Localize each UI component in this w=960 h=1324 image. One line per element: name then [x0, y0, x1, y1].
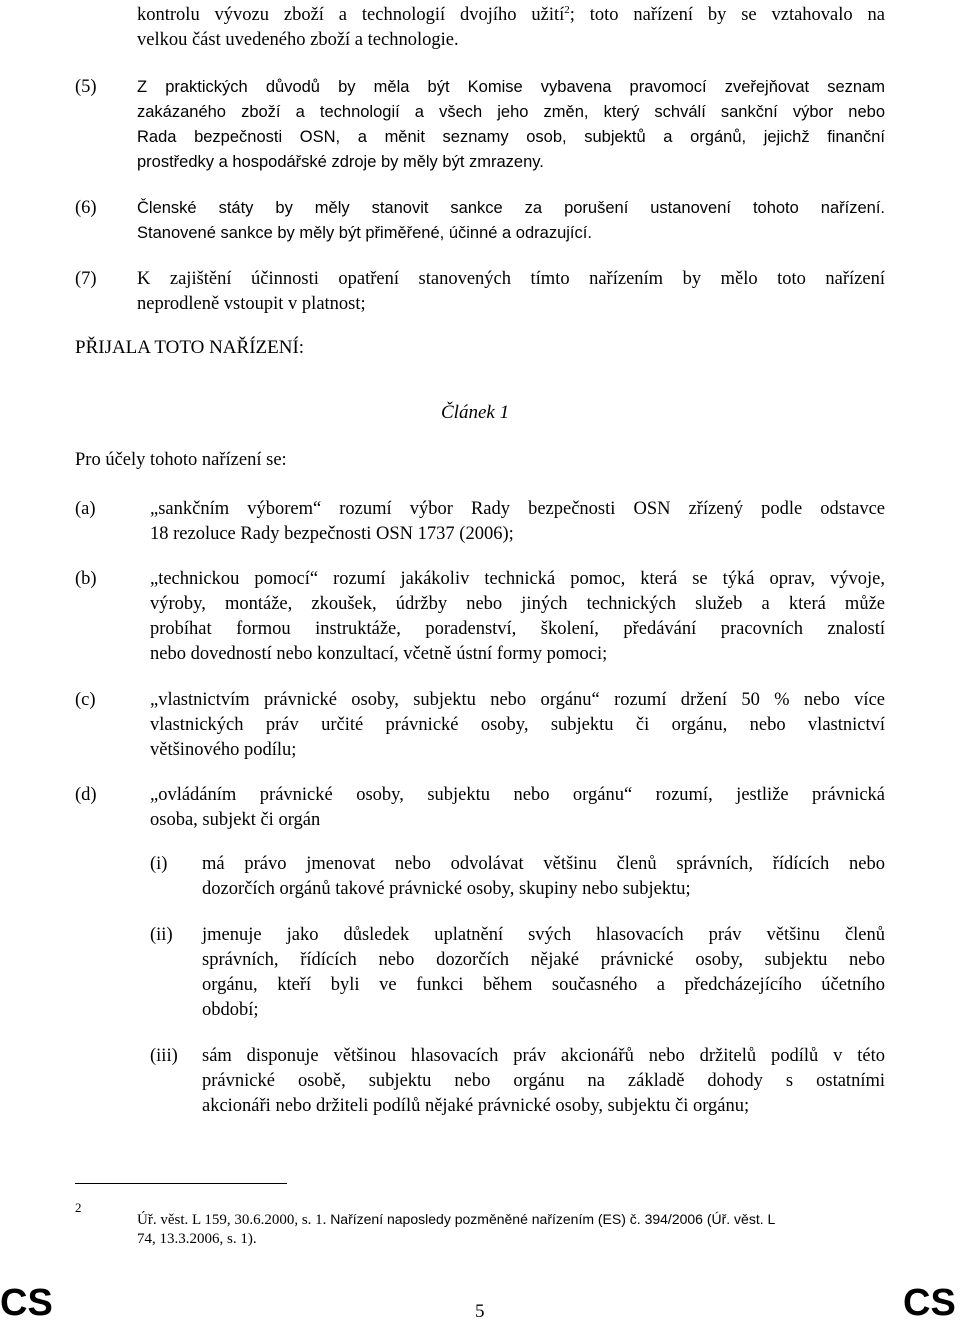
intro-text: Pro účely tohoto nařízení se: [75, 450, 287, 470]
footer-language-right: CS [903, 1282, 956, 1324]
definition-line: nebo dovedností nebo konzultací, včetně ústní formy pomoci; [150, 644, 608, 664]
definition-line: probíhat formou instruktáže, poradenství, školení, předávání pracovních znalostí [150, 619, 885, 639]
subitem-line: má právo jmenovat nebo odvolávat většinu členů správních, řídících nebo [202, 854, 885, 874]
footnote-separator [75, 1183, 287, 1184]
article-title: Článek 1 [441, 402, 510, 423]
definition-line: většinového podílu; [150, 740, 297, 760]
footnote-amendment: Nařízení naposledy pozměněné nařízením (ES) č. 394/2006 (Úř. věst. L [330, 1211, 776, 1227]
recital-line: Z praktických důvodů by měla být Komise vybavena pravomocí zveřejňovat seznam [137, 78, 885, 96]
recital-line: Stanovené sankce by měly být přiměřené, účinné a odrazující. [137, 224, 592, 242]
subitem-line: právnické osobě, subjektu nebo orgánu na základě dohody s ostatními [202, 1071, 885, 1091]
continuation-text-end: ; toto nařízení by se vztahovalo na [569, 5, 885, 25]
definition-line: vlastnických práv určité právnické osoby, subjektu či orgánu, nebo vlastnictví [150, 715, 885, 735]
recital-number: (6) [75, 198, 97, 218]
subitem-line: akcionáři nebo držiteli podílů nějaké právnické osoby, subjektu či orgánu; [202, 1096, 750, 1116]
footnote-reference: 2 [564, 3, 570, 16]
subitem-line: sám disponuje většinou hlasovacích práv akcionářů nebo držitelů podílů v této [202, 1046, 885, 1066]
recital-line: neprodleně vstoupit v platnost; [137, 294, 366, 314]
definition-label: (a) [75, 499, 96, 519]
definition-label: (d) [75, 785, 97, 805]
continuation-line-1 [137, 3, 885, 27]
definition-label: (b) [75, 569, 97, 589]
definition-line: „ovládáním právnické osoby, subjektu nebo orgánu“ rozumí, jestliže právnická [150, 785, 885, 805]
footnote-line-2: 74, 13.3.2006, s. 1). [137, 1231, 257, 1247]
definition-line: „vlastnictvím právnické osoby, subjektu nebo orgánu“ rozumí držení 50 % nebo více [150, 690, 885, 710]
recital-line: zakázaného zboží a technologií a všech jeho změn, který schválí sankční výbor nebo [137, 103, 885, 121]
definition-line: „technickou pomocí“ rozumí jakákoliv technická pomoc, která se týká oprav, vývoje, [150, 569, 885, 589]
subitem-line: dozorčích orgánů takové právnické osoby, skupiny nebo subjektu; [202, 879, 691, 899]
recital-number: (5) [75, 77, 97, 97]
subitem-line: správních, řídících nebo dozorčích nějaké právnické osoby, subjektu nebo [202, 950, 885, 970]
footnote-citation: Úř. věst. L 159, 30.6.2000, s. 1. [137, 1212, 331, 1228]
definition-line: výroby, montáže, zkoušek, údržby nebo jiných technických služeb a která může [150, 594, 885, 614]
subitem-line: jmenuje jako důsledek uplatnění svých hlasovacích práv většinu členů [202, 925, 885, 945]
subitem-label: (iii) [150, 1046, 178, 1066]
recital-number: (7) [75, 269, 97, 289]
subitem-line: období; [202, 1000, 259, 1020]
definition-line: osoba, subjekt či orgán [150, 810, 321, 830]
recital-line: Rada bezpečnosti OSN, a měnit seznamy osob, subjektů a orgánů, jejichž finanční [137, 128, 885, 146]
subitem-label: (ii) [150, 925, 173, 945]
recital-line: Členské státy by měly stanovit sankce za porušení ustanovení tohoto nařízení. [137, 199, 885, 217]
definition-line: „sankčním výborem“ rozumí výbor Rady bezpečnosti OSN zřízený podle odstavce [150, 499, 885, 519]
adoption-heading: PŘIJALA TOTO NAŘÍZENÍ: [75, 337, 305, 358]
subitem-label: (i) [150, 854, 168, 874]
recital-line: prostředky a hospodářské zdroje by měly být zmrazeny. [137, 153, 544, 171]
definition-label: (c) [75, 690, 96, 710]
subitem-line: orgánu, kteří byli ve funkci během současného a předcházejícího účetního [202, 975, 885, 995]
continuation-text: kontrolu vývozu zboží a technologií dvojího užití [137, 5, 565, 25]
page-number: 5 [475, 1301, 485, 1322]
footnote-number: 2 [75, 1200, 82, 1215]
recital-line: K zajištění účinnosti opatření stanovených tímto nařízením by mělo toto nařízení [137, 269, 885, 289]
continuation-line-2: velkou část uvedeného zboží a technologie. [137, 30, 459, 50]
definition-line: 18 rezoluce Rady bezpečnosti OSN 1737 (2006); [150, 524, 514, 544]
footer-language-left: CS [0, 1282, 53, 1324]
